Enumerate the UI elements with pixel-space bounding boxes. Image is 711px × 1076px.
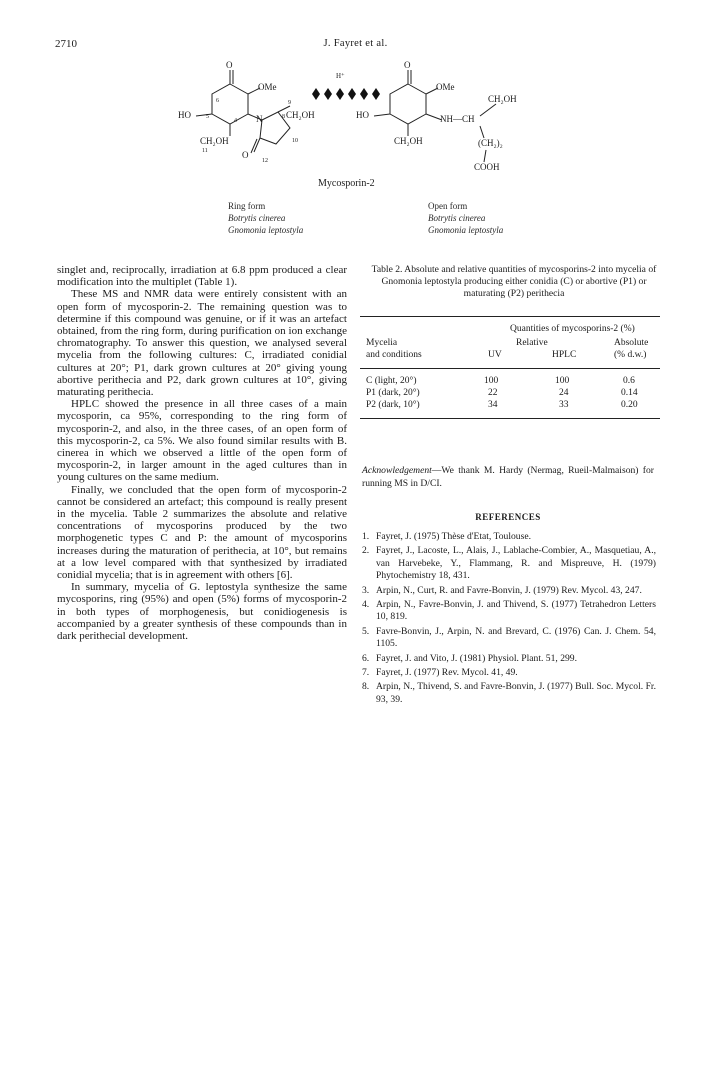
references-heading: REFERENCES: [475, 512, 541, 522]
open-hydroxymethyl-label-2: CH₂OH: [394, 136, 423, 146]
reference-text: Fayret, J. and Vito, J. (1981) Physiol. Plant. 51, 299.: [376, 652, 577, 664]
reference-text: Favre-Bonvin, J., Arpin, N. and Brevard, C. (1976) Can. J. Chem. 54, 1105.: [376, 625, 656, 650]
atom-number: 8: [282, 114, 285, 120]
open-hydroxy-label: HO: [356, 110, 369, 120]
structure-figure: [170, 58, 570, 198]
ring-form-caption: [228, 200, 303, 236]
col-header-relative: Relative: [516, 338, 548, 348]
reference-item: [362, 545, 656, 582]
table-cell-absolute: 0.14: [621, 388, 638, 398]
ring-hydroxy-label: HO: [178, 110, 191, 120]
col-header-dw: (% d.w.): [614, 350, 647, 360]
reference-text: Fayret, J., Lacoste, L., Alais, J., Lablache-Combier, A., Masquetiau, A., van Harvebeke, Y., Flammang, R. and Mispreuve, H. (1979) Phytochemistry 18, 431.: [376, 545, 656, 582]
ring-form-organism: Gnomonia leptostyla: [228, 225, 304, 235]
acknowledgement-text: —We thank M. Hardy (Nermag, Rueil-Malmaison) for running MS in D/CI.: [362, 465, 654, 489]
open-form-caption: [428, 200, 503, 236]
table-cell-condition: C (light, 20°): [366, 376, 417, 386]
reference-number: 8.: [362, 681, 370, 693]
reference-text: Arpin, N., Thivend, S. and Favre-Bonvin, J. (1977) Bull. Soc. Mycol. Fr. 93, 39.: [376, 681, 656, 705]
body-paragraph: HPLC showed the presence in all three cases of a main mycosporin, ca 95%, corresponding to the ring form of mycosporin-2, and also, in the three cases, of an open form of this mycosporin-2, ca 5%. We also found similar results with B. cinerea in which we observed a little of the open form of mycosporin-2, in larger amount in the aged cultures than in young cultures on the same medium.: [57, 398, 347, 484]
reference-item: [362, 585, 656, 597]
reference-item: [362, 653, 656, 665]
acknowledgement: [362, 465, 654, 490]
proton-label: H⁺: [336, 72, 345, 80]
ring-lactam-oxo-label: O: [242, 150, 249, 160]
ring-hydroxymethyl-label-2: CH₂OH: [200, 136, 229, 146]
left-column: [57, 264, 347, 642]
body-paragraph: Finally, we concluded that the open form of mycosporin-2 cannot be considered an artefact; this compound is really present in the mycelia. Table 2 summarizes the absolute and relative concentrations of mycosporins produced by the two morphogenetic types C and P: the amount of mycosporins increases during the maturation of perithecia, at 10°, but remains at a low level compared with that synthesized by irradiated conidial mycelia; that is in agreement with others [6].: [57, 483, 347, 582]
body-paragraph: These MS and NMR data were entirely consistent with an open form of mycosporin-2. The remaining question was to determine if this compound was genuine, or if it was an artefact obtained, from the ring form, during purification on ion exchange chromatography. To answer this question, we analysed several mycelia from the following cultures: C, irradiated conidial cultures at 20°; P1, dark grown cultures at 20° giving young abortive perithecia and P2, dark grown cultures at 10°, giving maturating perithecia.: [57, 288, 347, 399]
table-cell-hplc: 100: [555, 376, 570, 386]
structure-drawing: [170, 58, 570, 198]
reference-text: Arpin, N., Curt, R. and Favre-Bonvin, J. (1979) Rev. Mycol. 43, 247.: [376, 584, 642, 596]
page-number: 2710: [55, 38, 77, 50]
table-cell-uv: 34: [488, 400, 498, 410]
ring-oxo-label: O: [226, 60, 233, 70]
table-group-header: Quantities of mycosporins-2 (%): [510, 324, 635, 334]
table-cell-condition: P2 (dark, 10°): [366, 400, 420, 410]
open-ethylene-label: (CH₂)₂: [478, 138, 503, 148]
body-paragraph: singlet and, reciprocally, irradiation at 6.8 ppm produced a clear modification into the multiplet (Table 1).: [57, 264, 347, 289]
reference-number: 5.: [362, 625, 370, 637]
table-rule-header: [360, 368, 660, 369]
open-amine-label: NH—CH: [440, 114, 475, 124]
ring-form-organism: Botrytis cinerea: [228, 213, 286, 223]
references-list: [362, 531, 656, 708]
atom-number: 11: [202, 148, 208, 154]
reference-item: [362, 626, 656, 651]
open-form-name: Open form: [428, 201, 468, 211]
open-oxo-label: O: [404, 60, 411, 70]
ring-hydroxymethyl-label: CH₂OH: [286, 110, 315, 120]
open-form-organism: Gnomonia leptostyla: [428, 225, 504, 235]
table-cell-hplc: 33: [559, 400, 569, 410]
ring-nitrogen-label: N: [256, 114, 263, 124]
table-rule-bottom: [360, 418, 660, 419]
reference-number: 4.: [362, 599, 370, 611]
ring-form-name: Ring form: [228, 201, 266, 211]
reference-text: Arpin, N., Favre-Bonvin, J. and Thivend, S. (1977) Tetrahedron Letters 10, 819.: [376, 599, 656, 623]
table-cell-uv: 100: [484, 376, 499, 386]
table-cell-absolute: 0.6: [623, 376, 635, 386]
open-carboxyl-label: COOH: [474, 162, 500, 172]
acknowledgement-label: Acknowledgement: [362, 465, 432, 476]
reference-item: [362, 681, 656, 706]
equilibrium-arrow: [312, 88, 380, 100]
running-head: J. Fayret et al.: [323, 38, 388, 49]
table-cell-absolute: 0.20: [621, 400, 638, 410]
reference-item: [362, 599, 656, 624]
open-methoxy-label: OMe: [436, 82, 455, 92]
atom-number: 4: [234, 118, 237, 124]
table-cell-condition: P1 (dark, 20°): [366, 388, 420, 398]
ring-methoxy-label: OMe: [258, 82, 277, 92]
atom-number: 5: [206, 114, 209, 120]
open-hydroxymethyl-label: CH₂OH: [488, 94, 517, 104]
reference-text: Fayret, J. (1975) Thèse d'Etat, Toulouse.: [376, 531, 531, 542]
table-rule-top: [360, 316, 660, 317]
reference-number: 2.: [362, 545, 370, 557]
col-header-absolute: Absolute: [614, 338, 649, 348]
col-header-mycelia: Mycelia: [366, 338, 398, 348]
reference-number: 3.: [362, 584, 370, 596]
col-header-uv: UV: [488, 350, 502, 360]
atom-number: 12: [262, 158, 268, 164]
atom-number: 6: [216, 98, 219, 104]
reference-number: 7.: [362, 667, 370, 679]
table-caption: Table 2. Absolute and relative quantities of mycosporins-2 into mycelia of Gnomonia leptostyla producing either conidia (C) or abortive (P1) or maturating (P2) perithecia: [371, 264, 657, 299]
reference-text: Fayret, J. (1977) Rev. Mycol. 41, 49.: [376, 667, 518, 679]
open-form-organism: Botrytis cinerea: [428, 213, 486, 223]
col-header-conditions: and conditions: [366, 350, 422, 360]
body-paragraph: In summary, mycelia of G. leptostyla synthesize the same mycosporins, ring (95%) and open (5%) forms of mycosporin-2 in both types of morphogenesis, but conidiogenesis is accompanied by a greater synthesis of these compounds than in dark perithecial development.: [57, 581, 347, 643]
table-cell-uv: 22: [488, 388, 498, 398]
atom-number: 10: [292, 138, 298, 144]
reference-item: [362, 531, 656, 543]
figure-title: Mycosporin-2: [318, 178, 375, 189]
reference-number: 6.: [362, 652, 370, 664]
col-header-hplc: HPLC: [552, 350, 577, 360]
atom-number: 9: [288, 100, 291, 106]
reference-item: [362, 667, 656, 679]
reference-number: 1.: [362, 531, 370, 542]
table-cell-hplc: 24: [559, 388, 569, 398]
